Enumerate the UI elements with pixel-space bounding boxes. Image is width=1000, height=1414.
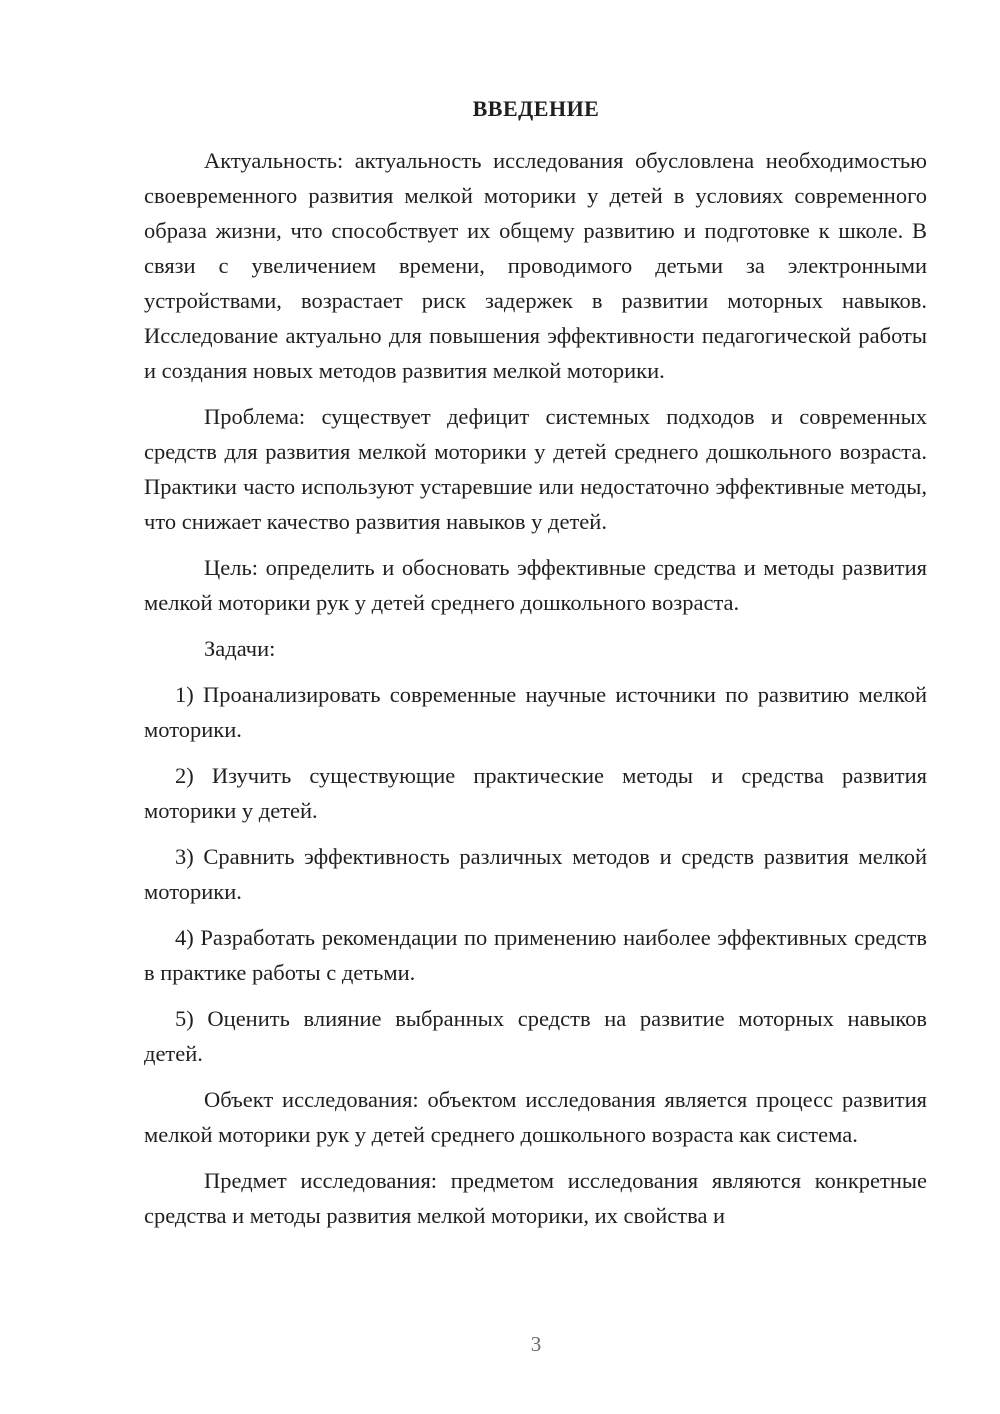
tasks-label: Задачи: (204, 636, 276, 661)
page-number: 3 (530, 1332, 542, 1356)
task-item: 5) Оценить влияние выбранных средств на развитие моторных навыков детей. (144, 1006, 927, 1066)
task-item: 3) Сравнить эффективность различных методов и средств развития мелкой моторики. (144, 844, 927, 904)
problem-paragraph: Проблема: существует дефицит системных подходов и современных средств для развития мелкой моторики у детей среднего дошкольного возраста. Практики часто используют устаревшие или недостаточно эффективные методы, что снижает качество развития навыков у детей. (144, 404, 927, 534)
subject-paragraph: Предмет исследования: предметом исследования являются конкретные средства и методы развития мелкой моторики, их свойства и (144, 1168, 927, 1228)
body-text (144, 143, 927, 1233)
task-item: 4) Разработать рекомендации по применению наиболее эффективных средств в практике работы с детьми. (144, 925, 927, 985)
task-item: 1) Проанализировать современные научные источники по развитию мелкой моторики. (144, 682, 927, 742)
relevance-paragraph: Актуальность: актуальность исследования обусловлена необходимостью своевременного развития мелкой моторики у детей в условиях современного образа жизни, что способствует их общему развитию и подготовке к школе. В связи с увеличением времени, проводимого детьми за электронными устройствами, возрастает риск задержек в развитии моторных навыков. Исследование актуально для повышения эффективности педагогической работы и создания новых методов развития мелкой моторики. (144, 148, 927, 383)
object-paragraph: Объект исследования: объектом исследования является процесс развития мелкой моторики рук у детей среднего дошкольного возраста как система. (144, 1087, 927, 1147)
section-title: ВВЕДЕНИЕ (472, 96, 600, 121)
goal-paragraph: Цель: определить и обосновать эффективные средства и методы развития мелкой моторики рук у детей среднего дошкольного возраста. (144, 555, 927, 615)
task-item: 2) Изучить существующие практические методы и средства развития моторики у детей. (144, 763, 927, 823)
